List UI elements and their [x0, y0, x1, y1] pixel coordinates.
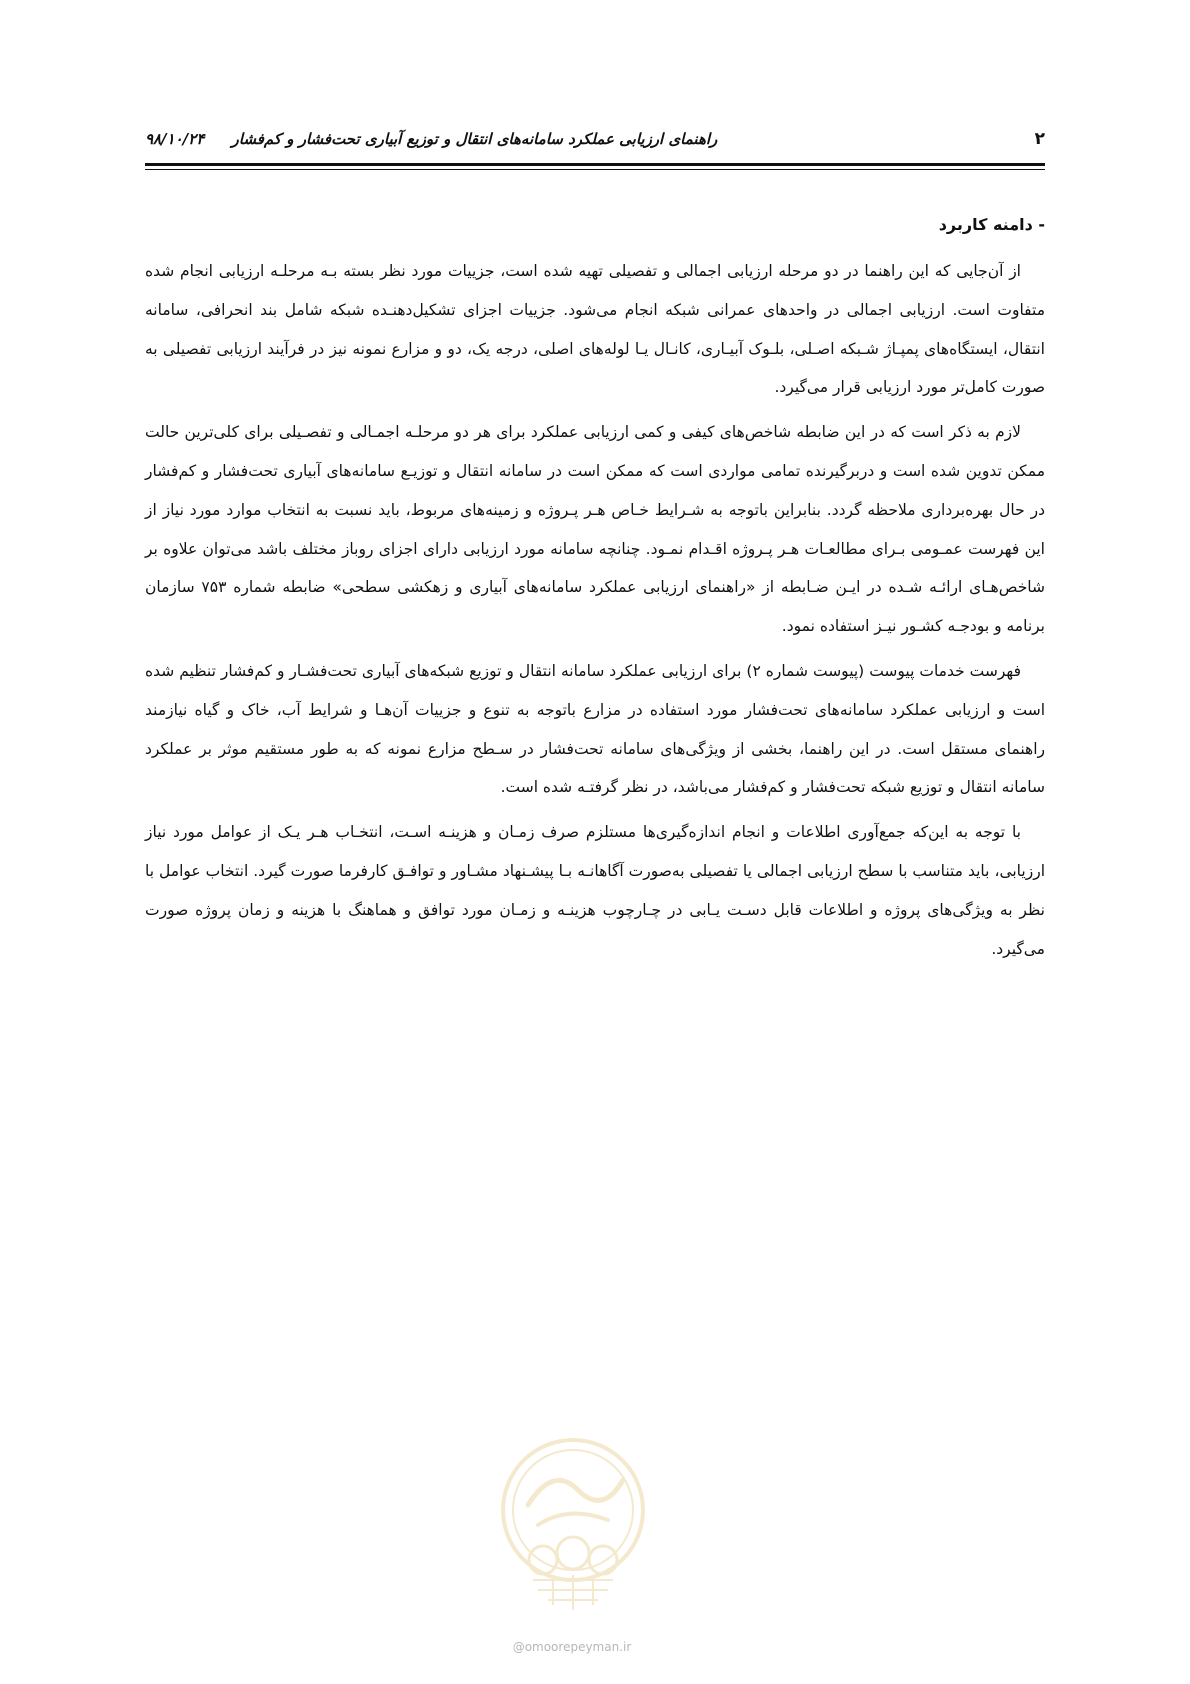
paragraph-2: لازم به ذکر است که در این ضابطه شاخص‌های کیفی و کمی ارزیابی عملکرد برای هر دو مرحلـه اجمـالی و تفصـیلی برای کلی‌ترین حالت ممکن تدوین شده است و دربرگیرنده تمامی مواردی است که ممکن است در سامانه انتقال و توزیـع سامانه‌های آبیاری تحت‌فشار و کم‌فشار در حال بهره‌برداری ملاحظه گردد. بنابراین باتوجه به شـرایط خـاص هـر پـروژه و زمینه‌های مربوط، باید نسبت به انتخاب موارد مورد نیاز از این فهرست عمـومی بـرای مطالعـات هـر پـروژه اقـدام نمـود. چنانچه سامانه مورد ارزیابی دارای اجزای روباز مختلف باشد می‌توان علاوه بر شاخص‌هـای ارائـه شـده در ایـن ضـابطه از «راهنمای ارزیابی عملکرد سامانه‌های آبیاری و زهکشی سطحی» ضابطه شماره ۷۵۳ سازمان برنامه و بودجـه کشـور نیـز استفاده نمود.: [145, 423, 1045, 636]
paragraph-1: از آن‌جایی که این راهنما در دو مرحله ارزیابی اجمالی و تفصیلی تهیه شده است، جزییات مورد نظر بسته بـه مرحلـه ارزیابی انجام شده متفاوت است. ارزیابی اجمالی در واحدهای عمرانی شبکه انجام می‌شود. جزییات اجزای تشکیل‌دهنـده شبکه شامل بند انحرافی، سامانه انتقال، ایستگاه‌های پمپـاژ شـبکه اصـلی، بلـوک آبیـاری، کانـال یـا لوله‌های اصلی، درجه یک، دو و مزارع نمونه نیز در فرآیند ارزیابی تفصیلی به صورت کامل‌تر مورد ارزیابی قرار می‌گیرد.: [145, 262, 1045, 397]
watermark-logo: [498, 1435, 648, 1625]
document-title: راهنمای ارزیابی عملکرد سامانه‌های انتقال و توزیع آبیاری تحت‌فشار و کم‌فشار: [231, 130, 718, 148]
page-header: [145, 124, 1045, 154]
header-rule-thin: [145, 169, 1045, 170]
header-rule-thick: [145, 163, 1045, 166]
watermark-url: @omoorepeyman.ir: [512, 1640, 632, 1654]
page-body: [145, 210, 1045, 974]
running-header: [145, 124, 717, 154]
paragraph-4: با توجه به این‌که جمع‌آوری اطلاعات و انجام اندازه‌گیری‌ها مستلزم صرف زمـان و هزینـه اسـت، انتخـاب هـر یـک از عوامل مورد نیاز ارزیابی، باید متناسب با سطح ارزیابی اجمالی یا تفصیلی به‌صورت آگاهانـه بـا پیشـنهاد مشـاور و توافـق کارفرما صورت گیرد. انتخاب عوامل با نظر به ویژگی‌های پروژه و اطلاعات قابل دسـت یـابی در چـارچوب هزینـه و زمـان مورد توافق و هماهنگ با هزینه و زمان پروژه صورت می‌گیرد.: [145, 823, 1045, 958]
paragraph-3: فهرست خدمات پیوست (پیوست شماره ۲) برای ارزیابی عملکرد سامانه انتقال و توزیع شبکه‌های آبیاری تحت‌فشـار و کم‌فشار تنظیم شده است و ارزیابی عملکرد سامانه‌های تحت‌فشار مورد استفاده در مزارع باتوجه به تنوع و جزییات آن‌هـا و شرایط آب، خاک و گیاه نیازمند راهنمای مستقل است. در این راهنما، بخشی از ویژگی‌های سامانه تحت‌فشار در سـطح مزارع نمونه که به طور مستقیم موثر بر عملکرد سامانه انتقال و توزیع شبکه تحت‌فشار و کم‌فشار می‌باشد، در نظر گرفتـه شده است.: [145, 661, 1045, 797]
section-heading: - دامنه کاربرد: [938, 215, 1045, 234]
page-number: ۲: [1034, 129, 1045, 149]
document-date: ۹۸/۱۰/۲۴: [145, 130, 205, 148]
